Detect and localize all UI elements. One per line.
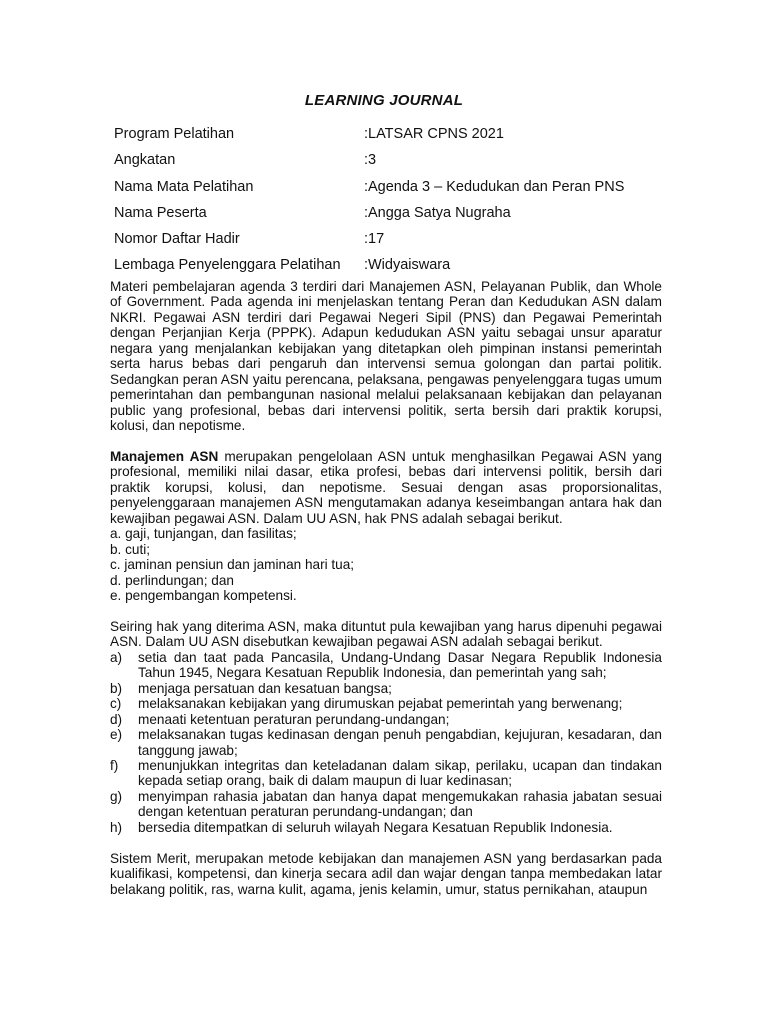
meta-label: Lembaga Penyelenggara Pelatihan <box>114 257 341 274</box>
meta-colon: : <box>364 152 369 169</box>
meta-label: Nama Mata Pelatihan <box>114 178 254 195</box>
list-item <box>110 650 662 681</box>
meta-row <box>114 205 674 231</box>
obligations-list <box>110 650 662 835</box>
rights-list <box>110 526 662 603</box>
document-title: LEARNING JOURNAL <box>304 92 464 109</box>
paragraph-kewajiban: Seiring hak yang diterima ASN, maka dituntut pula kewajiban yang harus dipenuhi pegawai ASN. Dalam UU ASN disebutkan kewajiban pegawai ASN adalah sebagai berikut. <box>110 618 662 650</box>
list-item <box>110 789 662 820</box>
paragraph-intro: Materi pembelajaran agenda 3 terdiri dari Manajemen ASN, Pelayanan Publik, dan Whole of Government. Pada agenda ini menjelaskan tentang Peran dan Kedudukan ASN dalam NKRI. Pegawai ASN terdiri dari Pegawai Negeri Sipil (PNS) dan Pegawai Pemerintah dengan Perjanjian Kerja (PPPK). Adapun kedudukan ASN yaitu sebagai unsur aparatur negara yang menjalankan kebijakan yang ditetapkan oleh pimpinan instansi pemerintah serta harus bebas dari pengaruh dan intervensi semua golongan dan partai politik. Sedangkan peran ASN yaitu perencana, pelaksana, pengawas penyelenggara tugas umum pemerintahan dan pembangunan nasional melalui pelaksanaan kebijakan dan pelayanan public yang profesional, bebas dari intervensi politik, serta bersih dari praktik korupsi, kolusi, dan nepotisme. <box>110 279 662 434</box>
list-item <box>110 696 662 711</box>
list-item <box>110 681 662 696</box>
list-item-text: menunjukkan integritas dan keteladanan dalam sikap, perilaku, ucapan dan tindakan kepada setiap orang, baik di dalam maupun di luar kedinasan; <box>138 758 662 789</box>
list-item: c. jaminan pensiun dan jaminan hari tua; <box>110 557 355 573</box>
meta-row <box>114 152 674 178</box>
meta-row <box>114 126 674 152</box>
list-item <box>110 727 662 758</box>
meta-row <box>114 231 674 257</box>
list-item-text: menjaga persatuan dan kesatuan bangsa; <box>138 680 392 696</box>
list-marker: c) <box>110 696 122 712</box>
list-item: a. gaji, tunjangan, dan fasilitas; <box>110 526 297 542</box>
meta-colon: : <box>364 178 369 195</box>
list-marker: h) <box>110 819 123 835</box>
list-item-text: melaksanakan tugas kedinasan dengan penuh pengabdian, kejujuran, kesadaran, dan tanggung jawab; <box>138 727 662 758</box>
list-item-text: menaati ketentuan peraturan perundang-undangan; <box>138 711 450 727</box>
bold-term: Manajemen ASN <box>110 448 219 464</box>
paragraph-sistem-merit: Sistem Merit, merupakan metode kebijakan dan manajemen ASN yang berdasarkan pada kualifikasi, kompetensi, dan kinerja secara adil dan wajar dengan tanpa membedakan latar belakang politik, ras, warna kulit, agama, jenis kelamin, umur, status pernikahan, ataupun <box>110 850 662 897</box>
meta-label: Program Pelatihan <box>114 126 235 142</box>
list-item <box>110 820 662 835</box>
list-item: b. cuti; <box>110 541 151 557</box>
list-item-text: bersedia ditempatkan di seluruh wilayah Negara Kesatuan Republik Indonesia. <box>138 819 613 835</box>
meta-colon: : <box>364 231 369 248</box>
list-marker: f) <box>110 758 119 774</box>
meta-value: 3 <box>368 152 377 169</box>
meta-value: Agenda 3 – Kedudukan dan Peran PNS <box>368 178 625 195</box>
meta-value: Widyaiswara <box>368 257 451 274</box>
list-marker: b) <box>110 680 123 696</box>
meta-colon: : <box>364 126 369 142</box>
meta-table <box>114 126 674 284</box>
list-marker: a) <box>110 649 123 665</box>
list-item <box>110 758 662 789</box>
list-marker: g) <box>110 788 123 804</box>
meta-colon: : <box>364 257 369 274</box>
paragraph-manajemen-asn <box>110 449 662 526</box>
meta-value: LATSAR CPNS 2021 <box>368 126 504 142</box>
list-item: d. perlindungan; dan <box>110 572 234 588</box>
meta-value: 17 <box>368 231 385 248</box>
meta-label: Angkatan <box>114 152 176 169</box>
list-marker: e) <box>110 727 123 743</box>
list-item-text: setia dan taat pada Pancasila, Undang-Undang Dasar Negara Republik Indonesia Tahun 1945, Negara Kesatuan Republik Indonesia, dan pemerintah yang sah; <box>138 649 662 681</box>
list-item <box>110 712 662 727</box>
list-item-text: melaksanakan kebijakan yang dirumuskan pejabat pemerintah yang berwenang; <box>138 696 623 712</box>
body-text <box>110 279 662 897</box>
list-item: e. pengembangan kompetensi. <box>110 588 297 604</box>
meta-label: Nama Peserta <box>114 204 207 221</box>
meta-label: Nomor Daftar Hadir <box>114 231 240 248</box>
meta-value: Angga Satya Nugraha <box>368 204 511 221</box>
paragraph-text: merupakan pengelolaan ASN untuk menghasilkan Pegawai ASN yang profesional, memiliki nilai dasar, etika profesi, bebas dari intervensi politik, bersih dari praktik korupsi, kolusi, dan nepotisme. Sesuai dengan asas proporsionalitas, penyelenggaraan manajemen ASN mengutamakan adanya keseimbangan antara hak dan kewajiban pegawai ASN. Dalam UU ASN, hak PNS adalah sebagai berikut. <box>110 448 662 526</box>
list-marker: d) <box>110 711 123 727</box>
meta-colon: : <box>364 204 369 221</box>
list-item-text: menyimpan rahasia jabatan dan hanya dapat mengemukakan rahasia jabatan sesuai dengan ketentuan peraturan perundang-undangan; dan <box>138 788 662 820</box>
meta-row <box>114 179 674 205</box>
